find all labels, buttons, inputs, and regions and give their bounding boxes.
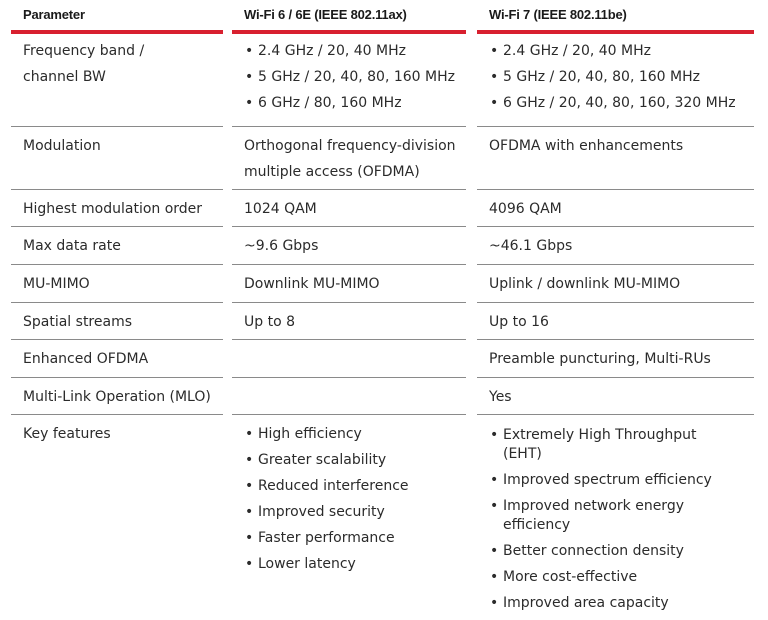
row-divider: [232, 377, 466, 378]
header-wifi7-label: Wi-Fi 7 (IEEE 802.11be): [489, 7, 627, 22]
header-wifi6-label: Wi-Fi 6 / 6E (IEEE 802.11ax): [244, 7, 407, 22]
row-divider: [11, 414, 223, 415]
row-param: Modulation: [23, 138, 101, 154]
row-divider: [232, 126, 466, 127]
list-item: • High efficiency: [244, 421, 470, 447]
row-wifi7-value: Preamble puncturing, Multi-RUs: [489, 351, 711, 367]
row-wifi7-value: 4096 QAM: [489, 201, 562, 217]
header-underline-wifi7: [477, 30, 754, 34]
row-divider: [232, 226, 466, 227]
row-wifi6-list: [244, 38, 470, 116]
row-wifi7-value: Uplink / downlink MU-MIMO: [489, 276, 681, 292]
row-divider: [232, 264, 466, 265]
row-param: Key features: [23, 426, 111, 442]
row-param: Max data rate: [23, 238, 121, 254]
row-wifi6-list: [244, 421, 470, 577]
row-param: MU-MIMO: [23, 276, 90, 292]
list-item: • Faster performance: [244, 525, 470, 551]
row-divider: [477, 377, 754, 378]
row-wifi6-value: 1024 QAM: [244, 201, 317, 217]
row-divider: [11, 377, 223, 378]
row-param: Enhanced OFDMA: [23, 351, 149, 367]
list-item: • 6 GHz / 80, 160 MHz: [244, 90, 470, 116]
header-parameter-label: Parameter: [23, 7, 85, 22]
row-divider: [11, 302, 223, 303]
list-item: • 2.4 GHz / 20, 40 MHz: [489, 38, 761, 64]
list-item: • 5 GHz / 20, 40, 80, 160 MHz: [489, 64, 761, 90]
row-divider: [477, 126, 754, 127]
row-param: Frequency band / channel BW: [23, 43, 145, 85]
list-item: • Improved area capacity: [489, 594, 737, 613]
list-item: • More cost-effective: [489, 568, 737, 587]
row-divider: [232, 302, 466, 303]
list-item: • Extremely High Throughput (EHT): [489, 426, 737, 464]
row-param: Multi-Link Operation (MLO): [23, 389, 211, 405]
header-underline-wifi6: [232, 30, 466, 34]
row-divider: [232, 414, 466, 415]
row-wifi7-value: Up to 16: [489, 314, 549, 330]
header-underline-parameter: [11, 30, 223, 34]
row-divider: [477, 226, 754, 227]
row-divider: [11, 339, 223, 340]
row-param: Spatial streams: [23, 314, 133, 330]
row-divider: [477, 264, 754, 265]
row-wifi7-value: Yes: [489, 389, 512, 405]
list-item: • Greater scalability: [244, 447, 470, 473]
row-wifi7-value: ~46.1 Gbps: [489, 238, 573, 254]
row-divider: [11, 264, 223, 265]
row-wifi7-list: [489, 426, 737, 620]
list-item: • Improved network energy efficiency: [489, 497, 737, 535]
row-divider: [11, 226, 223, 227]
row-divider: [477, 339, 754, 340]
row-wifi6-value: ~9.6 Gbps: [244, 238, 319, 254]
row-divider: [11, 126, 223, 127]
list-item: • 5 GHz / 20, 40, 80, 160 MHz: [244, 64, 470, 90]
list-item: • Reduced interference: [244, 473, 470, 499]
row-wifi7-value: OFDMA with enhancements: [489, 138, 684, 154]
row-param: Highest modulation order: [23, 201, 203, 217]
row-divider: [232, 189, 466, 190]
list-item: • Improved spectrum efficiency: [489, 471, 737, 490]
list-item: • Better connection density: [489, 542, 737, 561]
list-item: • 6 GHz / 20, 40, 80, 160, 320 MHz: [489, 90, 761, 116]
row-divider: [477, 414, 754, 415]
row-wifi6-value: Orthogonal frequency-division multiple access (OFDMA): [244, 138, 456, 180]
row-wifi7-list: [489, 38, 761, 116]
row-wifi6-value: Up to 8: [244, 314, 295, 330]
row-divider: [477, 302, 754, 303]
list-item: • 2.4 GHz / 20, 40 MHz: [244, 38, 470, 64]
row-divider: [232, 339, 466, 340]
row-wifi6-value: Downlink MU-MIMO: [244, 276, 380, 292]
list-item: • Lower latency: [244, 551, 470, 577]
row-divider: [477, 189, 754, 190]
row-divider: [11, 189, 223, 190]
list-item: • Improved security: [244, 499, 470, 525]
